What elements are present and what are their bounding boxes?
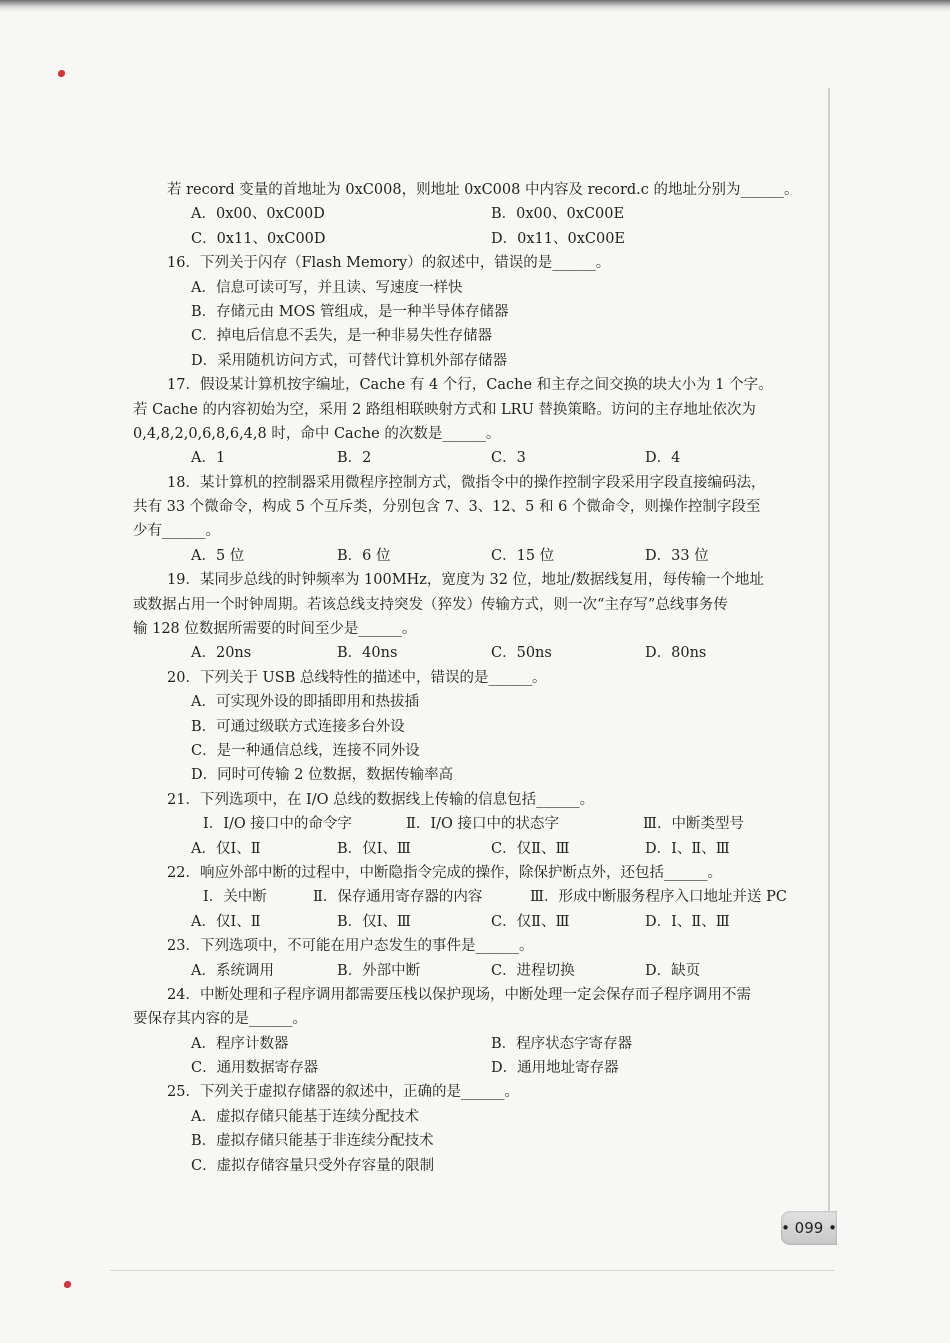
text-line xyxy=(133,959,819,983)
answer-option: D．采用随机访问方式，可替代计算机外部存储器 xyxy=(191,352,508,369)
answer-option: A．系统调用 xyxy=(191,962,274,979)
text-line xyxy=(133,324,819,348)
answer-option: D．缺页 xyxy=(645,962,701,979)
page-number: • 099 • xyxy=(781,1211,837,1245)
answer-option: D．0x11、0xC00E xyxy=(491,230,626,247)
answer-option: D．4 xyxy=(645,450,681,467)
answer-option: B．6 位 xyxy=(337,547,391,564)
page-edge-rule xyxy=(828,88,830,1218)
answer-option: C．50ns xyxy=(491,645,552,662)
scan-top-shadow xyxy=(0,0,950,12)
text-line xyxy=(133,1129,819,1153)
answer-option: D．同时可传输 2 位数据，数据传输率高 xyxy=(191,767,454,784)
text-line xyxy=(133,202,819,226)
text-line xyxy=(133,812,819,836)
text-line xyxy=(133,837,819,861)
answer-option: C．15 位 xyxy=(491,547,555,564)
answer-option: B．仅Ⅰ、Ⅲ xyxy=(337,913,411,930)
text-line xyxy=(133,1154,819,1178)
answer-option: A．仅Ⅰ、Ⅱ xyxy=(191,840,261,857)
text-line xyxy=(133,1032,819,1056)
question-stem: 19．某同步总线的时钟频率为 100MHz，宽度为 32 位，地址/数据线复用，每传输一个地址 xyxy=(167,572,764,589)
answer-option: C．仅Ⅱ、Ⅲ xyxy=(491,840,570,857)
question-stem: 20．下列关于 USB 总线特性的描述中，错误的是______。 xyxy=(167,669,547,686)
answer-option: A．20ns xyxy=(191,645,252,662)
answer-option: B．虚拟存储只能基于非连续分配技术 xyxy=(191,1133,434,1150)
answer-option: C．进程切换 xyxy=(491,962,575,979)
statement-item: Ⅰ．I/O 接口中的命令字 xyxy=(203,816,352,833)
text-line: 若 Cache 的内容初始为空，采用 2 路组相联映射方式和 LRU 替换策略。访问的主存地址依次为 xyxy=(133,401,756,418)
text-line: 或数据占用一个时钟周期。若该总线支持突发（猝发）传输方式，则一次“主存写”总线事务传 xyxy=(133,596,728,613)
question-stem: 若 record 变量的首地址为 0xC008，则地址 0xC008 中内容及 record.c 的地址分别为______。 xyxy=(167,182,799,198)
answer-option: C．掉电后信息不丢失，是一种非易失性存储器 xyxy=(191,328,493,345)
question-stem: 23．下列选项中，不可能在用户态发生的事件是______。 xyxy=(167,938,534,955)
text-line xyxy=(133,1056,819,1080)
question-stem: 25．下列关于虚拟存储器的叙述中，正确的是______。 xyxy=(167,1084,519,1101)
question-stem: 21．下列选项中，在 I/O 总线的数据线上传输的信息包括______。 xyxy=(167,791,595,808)
statement-item: Ⅱ．I/O 接口中的状态字 xyxy=(406,816,559,833)
text-line xyxy=(133,1105,819,1129)
text-line xyxy=(133,885,819,909)
answer-option: B．0x00、0xC00E xyxy=(491,206,625,223)
text-line xyxy=(133,300,819,324)
answer-option: A．0x00、0xC00D xyxy=(191,206,325,223)
answer-option: A．1 xyxy=(191,450,226,467)
question-stem: 18．某计算机的控制器采用微程序控制方式，微指令中的操作控制字段采用字段直接编码法， xyxy=(167,474,766,491)
question-stem: 24．中断处理和子程序调用都需要压栈以保护现场，中断处理一定会保存而子程序调用不需 xyxy=(167,986,751,1003)
scan-mark xyxy=(64,1281,71,1288)
text-line xyxy=(133,349,819,373)
answer-option: B．可通过级联方式连接多台外设 xyxy=(191,718,405,735)
text-line xyxy=(133,910,819,934)
text-line xyxy=(133,739,819,763)
exam-content xyxy=(133,178,819,1178)
statement-item: Ⅲ．形成中断服务程序入口地址并送 PC xyxy=(530,889,787,906)
statement-item: Ⅰ．关中断 xyxy=(203,889,267,906)
answer-option: B．40ns xyxy=(337,645,398,662)
answer-option: C．是一种通信总线，连接不同外设 xyxy=(191,742,420,759)
answer-option: D．33 位 xyxy=(645,547,709,564)
answer-option: D．Ⅰ、Ⅱ、Ⅲ xyxy=(645,840,730,857)
answer-option: B．程序状态字寄存器 xyxy=(491,1035,633,1052)
question-stem: 17．假设某计算机按字编址，Cache 有 4 个行，Cache 和主存之间交换的块大小为 1 个字。 xyxy=(167,377,773,394)
text-line: 要保存其内容的是______。 xyxy=(133,1011,307,1028)
answer-option: D．通用地址寄存器 xyxy=(491,1060,619,1077)
text-line xyxy=(133,276,819,300)
answer-option: A．可实现外设的即插即用和热拔插 xyxy=(191,694,419,711)
text-line: 共有 33 个微命令，构成 5 个互斥类，分别包含 7、3、12、5 和 6 个微命令，则操作控制字段至 xyxy=(133,499,761,516)
answer-option: B．仅Ⅰ、Ⅲ xyxy=(337,840,411,857)
answer-option: B．外部中断 xyxy=(337,962,421,979)
text-line xyxy=(133,544,819,568)
scan-mark xyxy=(58,70,65,77)
text-line xyxy=(133,690,819,714)
answer-option: C．仅Ⅱ、Ⅲ xyxy=(491,913,570,930)
text-line: 少有______。 xyxy=(133,523,220,540)
text-line: 输 128 位数据所需要的时间至少是______。 xyxy=(133,621,417,638)
answer-option: A．程序计数器 xyxy=(191,1035,289,1052)
answer-option: B．存储元由 MOS 管组成，是一种半导体存储器 xyxy=(191,303,509,320)
question-stem: 22．响应外部中断的过程中，中断隐指令完成的操作，除保护断点外，还包括______。 xyxy=(167,864,722,881)
text-line: 0,4,8,2,0,6,8,6,4,8 时，命中 Cache 的次数是______。 xyxy=(133,425,501,442)
answer-option: D．Ⅰ、Ⅱ、Ⅲ xyxy=(645,913,730,930)
answer-option: A．虚拟存储只能基于连续分配技术 xyxy=(191,1108,419,1125)
answer-option: C．3 xyxy=(491,450,526,467)
answer-option: D．80ns xyxy=(645,645,707,662)
text-line xyxy=(133,227,819,251)
answer-option: B．2 xyxy=(337,450,372,467)
answer-option: A．信息可读可写，并且读、写速度一样快 xyxy=(191,279,463,296)
answer-option: C．虚拟存储容量只受外存容量的限制 xyxy=(191,1157,435,1174)
statement-item: Ⅲ．中断类型号 xyxy=(643,816,744,833)
answer-option: A．仅Ⅰ、Ⅱ xyxy=(191,913,261,930)
answer-option: C．0x11、0xC00D xyxy=(191,230,326,247)
text-line xyxy=(133,446,819,470)
footer-rule xyxy=(110,1270,835,1271)
answer-option: A．5 位 xyxy=(191,547,245,564)
question-stem: 16．下列关于闪存（Flash Memory）的叙述中，错误的是______。 xyxy=(167,255,611,272)
text-line xyxy=(133,715,819,739)
text-line xyxy=(133,641,819,665)
answer-option: C．通用数据寄存器 xyxy=(191,1060,319,1077)
statement-item: Ⅱ．保存通用寄存器的内容 xyxy=(313,889,483,906)
text-line xyxy=(133,763,819,787)
